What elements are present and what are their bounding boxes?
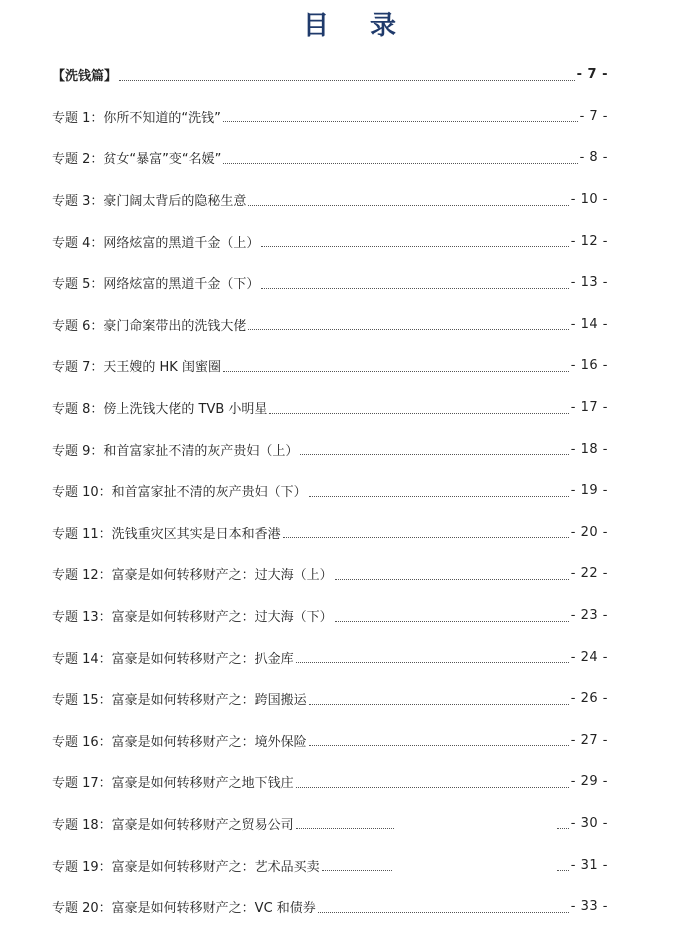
dot-leader: [300, 453, 568, 455]
toc-entry[interactable]: [52, 720, 608, 762]
toc-page-number: - 29 -: [570, 774, 608, 790]
dot-leader: [269, 412, 568, 414]
toc-entry-title: 专题 6：豪门命案带出的洗钱大佬: [52, 318, 247, 334]
toc-entry[interactable]: [52, 636, 608, 678]
toc-page-number: - 12 -: [570, 233, 608, 249]
toc-entry-title: 专题 18：富豪是如何转移财产之贸易公司: [52, 817, 294, 833]
toc-page-number: - 26 -: [570, 691, 608, 707]
toc-entry[interactable]: [52, 678, 608, 720]
toc-entry[interactable]: [52, 428, 608, 470]
dot-leader: [309, 703, 569, 705]
toc-entry-title: 专题 4：网络炫富的黑道千金（上）: [52, 235, 260, 251]
toc-entry-title: 专题 1：你所不知道的“洗钱”: [52, 110, 221, 126]
dot-leader: [335, 620, 569, 622]
dot-leader: [223, 162, 577, 164]
toc-page-number: - 17 -: [570, 400, 608, 416]
toc-page-number: - 19 -: [570, 483, 608, 499]
toc-entry[interactable]: [52, 761, 608, 803]
toc-page-number: - 20 -: [570, 524, 608, 540]
toc-entry-title: 专题 12：富豪是如何转移财产之：过大海（上）: [52, 568, 333, 584]
toc-entry[interactable]: [52, 387, 608, 429]
toc-entry-title: 专题 15：富豪是如何转移财产之：跨国搬运: [52, 693, 307, 709]
toc-entry-title: 专题 19：富豪是如何转移财产之：艺术品买卖: [52, 859, 320, 875]
toc-entry-title: 【洗钱篇】: [52, 69, 118, 85]
toc-page-number: - 31 -: [570, 857, 608, 873]
toc-entry[interactable]: [52, 512, 608, 554]
toc-entry-title: 专题 20：富豪是如何转移财产之：VC 和债券: [52, 901, 316, 917]
toc-entry-title: 专题 11：洗钱重灾区其实是日本和香港: [52, 526, 281, 542]
toc-page-number: - 24 -: [570, 649, 608, 665]
toc-entry[interactable]: [52, 803, 608, 845]
dot-leader: [223, 370, 569, 372]
toc-entry-title: 专题 5：网络炫富的黑道千金（下）: [52, 277, 260, 293]
toc-entry[interactable]: [52, 345, 608, 387]
dot-leader: [557, 869, 569, 871]
toc-page-number: - 18 -: [570, 441, 608, 457]
toc-entry-title: 专题 14：富豪是如何转移财产之：扒金库: [52, 651, 294, 667]
toc-entry-title: 专题 16：富豪是如何转移财产之：境外保险: [52, 734, 307, 750]
toc-entry[interactable]: [52, 262, 608, 304]
dot-leader: [322, 869, 392, 871]
dot-leader: [248, 328, 568, 330]
toc-entry[interactable]: [52, 54, 608, 96]
toc-page-number: - 14 -: [570, 316, 608, 332]
dot-leader: [283, 536, 569, 538]
dot-leader: [318, 911, 569, 913]
dot-leader: [296, 661, 569, 663]
toc-entry-title: 专题 7：天王嫂的 HK 闺蜜圈: [52, 360, 221, 376]
toc-entry-title: 专题 8：傍上洗钱大佬的 TVB 小明星: [52, 402, 268, 418]
toc-entry-title: 专题 17：富豪是如何转移财产之地下钱庄: [52, 776, 294, 792]
toc-page-number: - 30 -: [570, 815, 608, 831]
toc-entry[interactable]: [52, 470, 608, 512]
dot-leader: [309, 744, 569, 746]
dot-leader: [119, 79, 575, 81]
dot-leader: [261, 287, 568, 289]
toc-page-number: - 23 -: [570, 608, 608, 624]
toc-entry-title: 专题 3：豪门阔太背后的隐秘生意: [52, 194, 247, 210]
toc-entry[interactable]: [52, 220, 608, 262]
toc-page-number: - 33 -: [570, 899, 608, 915]
toc-entry-title: 专题 10：和首富家扯不清的灰产贵妇（下）: [52, 485, 307, 501]
toc-page-number: - 13 -: [570, 275, 608, 291]
toc-page-number: - 16 -: [570, 358, 608, 374]
toc-entry[interactable]: [52, 886, 608, 927]
toc-entry-title: 专题 9：和首富家扯不清的灰产贵妇（上）: [52, 443, 299, 459]
toc-entry[interactable]: [52, 844, 608, 886]
dot-leader: [248, 204, 568, 206]
toc-page-number: - 27 -: [570, 732, 608, 748]
toc-page-number: - 7 -: [576, 67, 608, 83]
toc-entry-title: 专题 2：贫女“暴富”变“名媛”: [52, 152, 222, 168]
toc-page-number: - 22 -: [570, 566, 608, 582]
dot-leader: [309, 495, 569, 497]
toc-entry[interactable]: [52, 96, 608, 138]
table-of-contents: [52, 54, 608, 927]
dot-leader: [335, 578, 569, 580]
dot-leader: [223, 120, 578, 122]
page-title: 目 录: [302, 11, 413, 41]
dot-leader: [261, 245, 568, 247]
toc-entry[interactable]: [52, 304, 608, 346]
toc-entry[interactable]: [52, 179, 608, 221]
toc-entry[interactable]: [52, 137, 608, 179]
toc-entry-title: 专题 13：富豪是如何转移财产之：过大海（下）: [52, 610, 333, 626]
dot-leader: [296, 827, 394, 829]
toc-page-number: - 7 -: [579, 108, 608, 124]
toc-entry[interactable]: [52, 553, 608, 595]
toc-page-number: - 10 -: [570, 192, 608, 208]
toc-page-number: - 8 -: [579, 150, 608, 166]
toc-entry[interactable]: [52, 595, 608, 637]
dot-leader: [557, 827, 569, 829]
dot-leader: [296, 786, 569, 788]
